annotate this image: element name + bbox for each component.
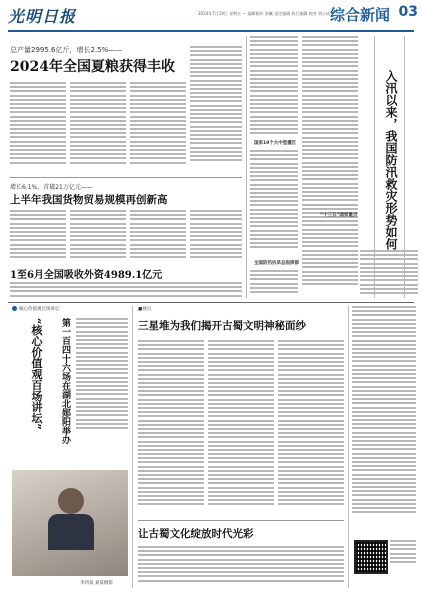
- section-separator: [8, 302, 414, 303]
- col-mid-right-2: [250, 150, 298, 260]
- story2-kicker: 增长6.1%，首破21万亿元——: [10, 184, 93, 191]
- story6-col2: [208, 340, 274, 516]
- photo-caption: 李四某 刘某摄影: [80, 581, 113, 586]
- qr-code-icon: [354, 540, 388, 574]
- story1-col2: [70, 82, 126, 172]
- qr-caption: [390, 540, 416, 580]
- story3-headline: 1至6月全国吸收外资4989.1亿元: [10, 270, 163, 281]
- bullet-icon: [12, 306, 17, 311]
- dateline: 2024年7月19日 星期五 — 编辑制作 张曦 责任编辑 执行编辑 校对 胡小成: [198, 11, 330, 16]
- story-separator-2: [138, 520, 344, 521]
- page-number: 03: [398, 4, 418, 20]
- story-separator-1: [10, 177, 242, 178]
- col-right-2: [360, 250, 418, 298]
- sidebar-subhead-2: 全国防汛抗旱总指挥部: [254, 261, 299, 266]
- story5-body: [76, 318, 128, 442]
- top-rule: [8, 30, 414, 32]
- story6-headline: 三星堆为我们揭开古蜀文明神秘面纱: [138, 320, 306, 332]
- speaker-photo: [12, 470, 128, 576]
- story2-col4: [190, 210, 242, 262]
- column-divider-5: [348, 306, 349, 588]
- story2-col2: [70, 210, 126, 262]
- col-mid-right-3: [250, 270, 298, 298]
- story7-body: [138, 546, 344, 586]
- story1-headline: 2024年全国夏粮获得丰收: [10, 59, 175, 75]
- sidebar-subhead-3: “十三五”国家重点: [320, 213, 358, 218]
- story2-headline: 上半年我国货物贸易规模再创新高: [10, 194, 168, 206]
- story6-col3: [278, 340, 344, 516]
- story5-headline: 第一百四十六场在湖北郧阳举办: [60, 318, 70, 444]
- story7-headline: 让古蜀文化绽放时代光彩: [138, 528, 254, 540]
- story1-col3: [130, 82, 186, 172]
- column-divider: [246, 36, 247, 298]
- story3-body: [10, 282, 242, 300]
- story4-headline: 入汛以来，我国防汛救灾形势如何: [384, 70, 398, 250]
- story2-col3: [130, 210, 186, 262]
- story5-headline2: “核心价值观百场讲坛”: [30, 318, 43, 430]
- section-title: 综合新闻: [329, 6, 390, 24]
- story6-col1: [138, 340, 204, 516]
- story1-col1: [10, 82, 66, 172]
- col-right-1: [302, 36, 358, 298]
- story1-kicker: 总产量2995.6亿斤，增长2.5%——: [10, 46, 123, 54]
- masthead-logo: 光明日报: [8, 7, 77, 26]
- story5-tag: 核心价值观百场讲坛: [12, 306, 60, 312]
- sidebar-subhead-1: 国家19个大中型灌区: [254, 141, 297, 146]
- column-divider-4: [132, 306, 133, 588]
- story2-col1: [10, 210, 66, 262]
- col-right-bottom: [352, 306, 416, 526]
- story6-tag: ■视点: [138, 307, 152, 312]
- col-mid-right-1: [250, 36, 298, 146]
- story1-col4: [190, 46, 242, 172]
- section-header: [300, 0, 422, 30]
